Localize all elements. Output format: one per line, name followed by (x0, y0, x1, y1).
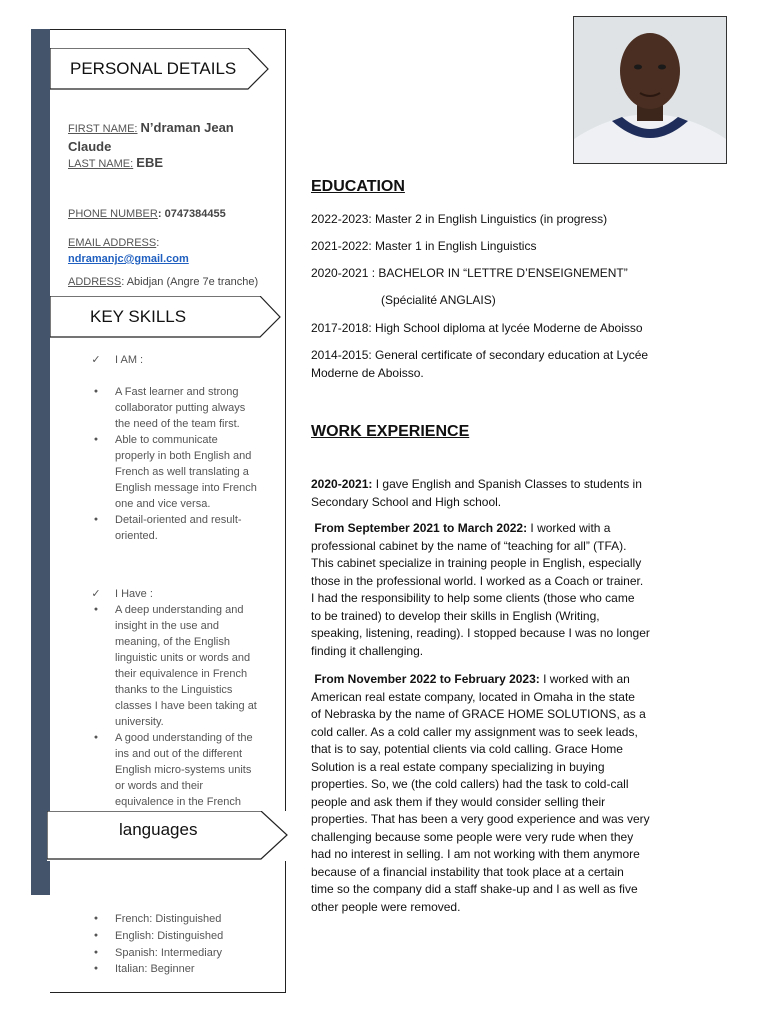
key-skills-header (50, 296, 282, 338)
bullet-marker: ● (93, 948, 99, 956)
i-am-heading: ✓ I AM : (89, 352, 279, 368)
bullet-marker: ● (93, 915, 99, 922)
bullet-marker: ● (93, 516, 99, 523)
last-name-field (68, 155, 278, 170)
languages-header (47, 811, 289, 861)
last-name-value: EBE (136, 155, 164, 170)
check-marker: ✓ (91, 588, 101, 600)
profile-photo (573, 16, 727, 164)
sidebar-accent-bar (31, 29, 50, 895)
education-item: 2020-2021 : BACHELOR IN “LETTRE D’ENSEIGNEMENT” (311, 266, 628, 280)
email-field (68, 235, 278, 267)
phone-label: PHONE NUMBER (68, 208, 158, 220)
language-item: ● English: Distinguished (89, 928, 279, 945)
language-item: ● Italian: Beginner (89, 961, 279, 978)
work-entry: From September 2021 to March 2022: I worked with a professional cabinet by the name of “teaching for all” (TFA). This cabinet specialize in training people in English, especially those in the professional world. I worked as a Coach or trainer. I had the responsibility to help some clients (those who came to be trained) to develop their skills in English (Writing, speaking, listening, reading). I stopped because I was no longer finding it challenging. (311, 521, 650, 658)
key-skills-title: KEY SKILLS (90, 307, 187, 326)
last-name-label: LAST NAME: (68, 158, 134, 170)
skill-item: ● Detail-oriented and result- oriented. (89, 512, 279, 544)
first-name-field (68, 119, 278, 157)
personal-details-title: PERSONAL DETAILS (70, 59, 237, 78)
education-item-note: (Spécialité ANGLAIS) (381, 293, 496, 307)
education-item: 2021-2022: Master 1 in English Linguistics (311, 239, 537, 253)
phone-colon: : (157, 208, 162, 220)
address-value: : Abidjan (Angre 7e tranche) (121, 276, 259, 288)
skills-list (89, 352, 279, 810)
email-link[interactable]: ndramanjc@gmail.com (68, 253, 189, 265)
bullet-marker: ● (93, 931, 99, 939)
skill-item: ● A Fast learner and strong collaborator putting always the need of the team first. (89, 384, 279, 432)
email-colon: : (156, 237, 160, 249)
languages-title: languages (119, 820, 198, 839)
i-have-heading: ✓ I Have : (89, 586, 279, 602)
education-item: 2014-2015: General certificate of secondary education at Lycée Moderne de Aboisso. (311, 348, 649, 380)
skill-item: ● A deep understanding and insight in the use and meaning, of the English linguistic units or words and their equivalence in French thanks to the Linguistics classes I have been taking at university. (89, 602, 279, 730)
bullet-marker: ● (93, 388, 99, 395)
language-item: ● French: Distinguished (89, 911, 279, 928)
work-heading: WORK EXPERIENCE (311, 423, 470, 440)
phone-value: 0747384455 (164, 208, 226, 220)
bullet-marker: ● (93, 436, 99, 443)
language-item: ● Spanish: Intermediary (89, 945, 279, 962)
work-entry: 2020-2021: I gave English and Spanish Classes to students in Secondary School and High school. (311, 477, 642, 509)
bullet-marker: ● (93, 734, 99, 741)
first-name-label: FIRST NAME: (68, 123, 138, 135)
first-name-line1: N’draman Jean (140, 120, 234, 135)
education-item: 2017-2018: High School diploma at lycée Moderne de Aboisso (311, 321, 643, 335)
phone-field (68, 208, 278, 220)
address-field (68, 276, 283, 288)
check-marker: ✓ (91, 354, 101, 366)
languages-list (89, 911, 279, 978)
email-label: EMAIL ADDRESS (68, 237, 157, 249)
bullet-marker: ● (93, 606, 99, 613)
work-entry: From November 2022 to February 2023: I worked with an American real estate company, located in Omaha in the state of Nebraska by the name of GRACE HOME SOLUTIONS, as a cold caller. As a cold caller my assignment was to seek leads, that is to say, potential clients via cold calling. Grace Home Solution is a real estate company specializing in buying properties. So, we (the cold callers) had the task to cold-call people and ask them if they would consider selling their properties. That has been a very good experience and was very challenging because some people were very rude when they had no interest in selling. I am not working with them anymore because of a financial instability that took place at a certain time so the company did a staff shake-up and I as well as five other people were removed. (311, 672, 650, 914)
education-item: 2022-2023: Master 2 in English Linguistics (in progress) (311, 212, 608, 226)
first-name-line2: Claude (68, 139, 112, 154)
address-label: ADDRESS (68, 276, 122, 288)
skill-item: ● A good understanding of the ins and out of the different English micro-systems units or words and their equivalence in the French (89, 730, 279, 810)
bullet-marker: ● (93, 965, 99, 973)
portrait-illustration (574, 17, 726, 163)
personal-details-header (50, 48, 270, 90)
education-heading: EDUCATION (311, 178, 405, 195)
skill-item: ● Able to communicate properly in both English and French as well translating a English message into French one and vice versa. (89, 432, 279, 512)
